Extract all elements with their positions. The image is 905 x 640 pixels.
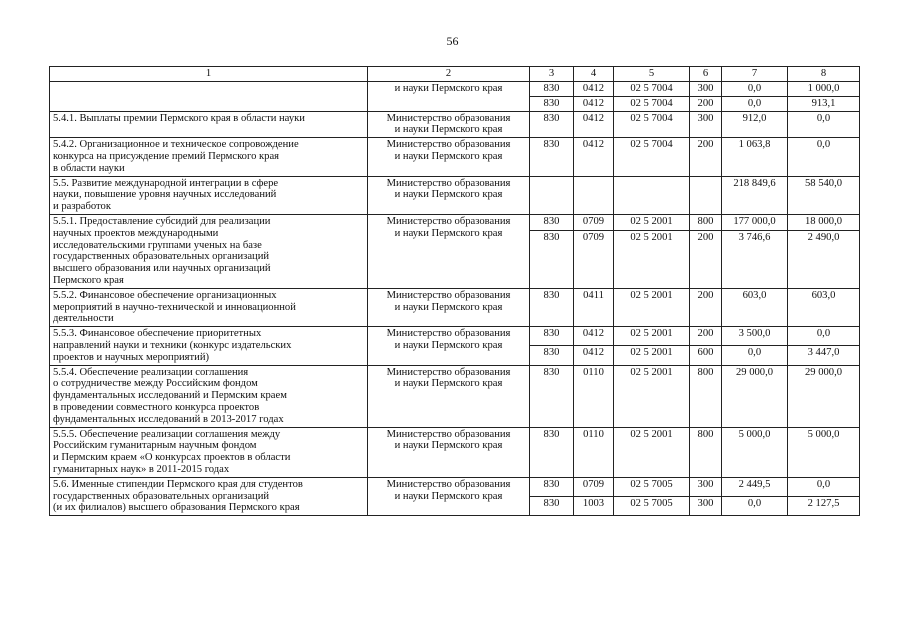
executor-cell (368, 365, 530, 427)
header-col-5: 5 (614, 67, 690, 82)
amount-col-7: 0,0 (722, 96, 788, 111)
executor-line: и науки Пермского края (394, 189, 503, 201)
executor-line: и науки Пермского края (394, 490, 503, 502)
table-row (50, 214, 860, 230)
table-row (50, 138, 860, 176)
name-line: Российским гуманитарным научным фондом (53, 440, 257, 452)
program-name-cell (50, 365, 368, 427)
gov-code: 830 (530, 346, 574, 365)
expense-type-code: 300 (690, 111, 722, 138)
section-code: 0709 (574, 230, 614, 288)
name-line: в области науки (53, 162, 125, 174)
executor-cell (368, 477, 530, 515)
amount-col-7: 3 500,0 (722, 327, 788, 346)
target-article-code: 02 5 2001 (614, 427, 690, 477)
executor-line: и науки Пермского края (394, 124, 503, 136)
name-line: 5.5. Развитие международной интеграции в сфере (53, 177, 279, 189)
gov-code: 830 (530, 427, 574, 477)
gov-code: 830 (530, 82, 574, 97)
target-article-code: 02 5 2001 (614, 365, 690, 427)
section-code (574, 176, 614, 214)
header-col-6: 6 (690, 67, 722, 82)
expense-type-code (690, 176, 722, 214)
amount-col-7: 0,0 (722, 346, 788, 365)
amount-col-7: 912,0 (722, 111, 788, 138)
expense-type-code: 300 (690, 477, 722, 496)
target-article-code: 02 5 2001 (614, 214, 690, 230)
amount-col-7: 1 063,8 (722, 138, 788, 176)
amount-col-7: 3 746,6 (722, 230, 788, 288)
name-line: 5.5.2. Финансовое обеспечение организационных (53, 289, 277, 301)
target-article-code: 02 5 7005 (614, 496, 690, 515)
executor-cell (368, 214, 530, 288)
target-article-code: 02 5 2001 (614, 230, 690, 288)
target-article-code: 02 5 7005 (614, 477, 690, 496)
expense-type-code: 800 (690, 365, 722, 427)
executor-cell (368, 111, 530, 138)
name-line: 5.5.3. Финансовое обеспечение приоритетных (53, 328, 262, 340)
target-article-code: 02 5 7004 (614, 138, 690, 176)
target-article-code: 02 5 7004 (614, 82, 690, 97)
name-line: конкурса на присуждение премий Пермского края (53, 150, 280, 162)
name-line: деятельности (53, 313, 114, 325)
gov-code: 830 (530, 96, 574, 111)
header-col-7: 7 (722, 67, 788, 82)
name-line: и Пермским краем «О конкурсах проектов в области (53, 452, 291, 464)
expense-type-code: 800 (690, 427, 722, 477)
name-line: 5.4.1. Выплаты премии Пермского края в области науки (53, 112, 305, 124)
amount-col-8: 0,0 (788, 111, 860, 138)
expense-type-code: 200 (690, 288, 722, 326)
target-article-code: 02 5 7004 (614, 96, 690, 111)
amount-col-7: 0,0 (722, 496, 788, 515)
executor-line: и науки Пермского края (394, 440, 503, 452)
program-name-cell (50, 111, 368, 138)
section-code: 0412 (574, 346, 614, 365)
name-line: о сотрудничестве между Российским фондом (53, 378, 258, 390)
amount-col-8: 58 540,0 (788, 176, 860, 214)
amount-col-8: 0,0 (788, 138, 860, 176)
gov-code: 830 (530, 496, 574, 515)
amount-col-8: 0,0 (788, 477, 860, 496)
name-line: мероприятий в научно-технической и инновационной (53, 301, 296, 313)
budget-table (49, 66, 860, 516)
name-line: научных проектов международными (53, 227, 219, 239)
amount-col-7: 2 449,5 (722, 477, 788, 496)
amount-col-8: 3 447,0 (788, 346, 860, 365)
name-line: 5.5.1. Предоставление субсидий для реализации (53, 215, 271, 227)
executor-line: и науки Пермского края (394, 227, 503, 239)
table-row (50, 477, 860, 496)
amount-col-8: 2 127,5 (788, 496, 860, 515)
program-name-cell (50, 176, 368, 214)
program-name-cell (50, 477, 368, 515)
name-line: государственных образовательных организаций (53, 490, 270, 502)
executor-line: и науки Пермского края (394, 301, 503, 313)
executor-line: Министерство образования (386, 478, 511, 490)
section-code: 0412 (574, 111, 614, 138)
page-number: 56 (446, 34, 459, 48)
target-article-code: 02 5 2001 (614, 327, 690, 346)
program-name-cell (50, 288, 368, 326)
amount-col-8: 5 000,0 (788, 427, 860, 477)
gov-code: 830 (530, 230, 574, 288)
name-line: 5.5.5. Обеспечение реализации соглашения между (53, 428, 281, 440)
target-article-code: 02 5 2001 (614, 288, 690, 326)
executor-line: Министерство образования (386, 289, 511, 301)
table-row (50, 288, 860, 326)
name-line: и разработок (53, 201, 111, 213)
name-line: проектов и научных мероприятий) (53, 351, 210, 363)
name-line: в проведении совместного конкурса проектов (53, 401, 260, 413)
executor-line: Министерство образования (386, 328, 511, 340)
amount-col-7: 603,0 (722, 288, 788, 326)
executor-cell (368, 176, 530, 214)
amount-col-7: 29 000,0 (722, 365, 788, 427)
executor-cell (368, 427, 530, 477)
expense-type-code: 300 (690, 82, 722, 97)
table-row (50, 176, 860, 214)
amount-col-8: 913,1 (788, 96, 860, 111)
executor-cell (368, 138, 530, 176)
expense-type-code: 300 (690, 496, 722, 515)
gov-code: 830 (530, 477, 574, 496)
executor-line: Министерство образования (386, 139, 511, 151)
executor-cell: и науки Пермского края (368, 82, 530, 112)
expense-type-code: 200 (690, 138, 722, 176)
table-row (50, 427, 860, 477)
expense-type-code: 600 (690, 346, 722, 365)
executor-line: Министерство образования (386, 177, 511, 189)
section-code: 0709 (574, 477, 614, 496)
name-line: фундаментальных исследований и Пермским краем (53, 390, 287, 402)
section-code: 1003 (574, 496, 614, 515)
gov-code: 830 (530, 288, 574, 326)
executor-line: и науки Пермского края (394, 378, 503, 390)
gov-code (530, 176, 574, 214)
program-name-cell (50, 427, 368, 477)
target-article-code: 02 5 2001 (614, 346, 690, 365)
expense-type-code: 800 (690, 214, 722, 230)
section-code: 0412 (574, 327, 614, 346)
header-col-4: 4 (574, 67, 614, 82)
executor-line: и науки Пермского края (394, 339, 503, 351)
section-code: 0412 (574, 82, 614, 97)
executor-line: Министерство образования (386, 112, 511, 124)
section-code: 0411 (574, 288, 614, 326)
gov-code: 830 (530, 327, 574, 346)
header-col-8: 8 (788, 67, 860, 82)
gov-code: 830 (530, 214, 574, 230)
executor-line: Министерство образования (386, 366, 511, 378)
header-col-1: 1 (50, 67, 368, 82)
amount-col-7: 218 849,6 (722, 176, 788, 214)
table-row (50, 111, 860, 138)
table-header-row (50, 67, 860, 82)
header-col-3: 3 (530, 67, 574, 82)
name-line: (и их филиалов) высшего образования Пермского края (53, 502, 300, 514)
expense-type-code: 200 (690, 230, 722, 288)
gov-code: 830 (530, 365, 574, 427)
amount-col-7: 0,0 (722, 82, 788, 97)
program-name-cell (50, 82, 368, 112)
section-code: 0110 (574, 427, 614, 477)
table-row (50, 82, 860, 97)
gov-code: 830 (530, 111, 574, 138)
name-line: гуманитарных наук» в 2011-2015 годах (53, 463, 230, 475)
table-row (50, 365, 860, 427)
name-line: науки, повышение уровня научных исследований (53, 189, 277, 201)
name-line: 5.6. Именные стипендии Пермского края для студентов (53, 478, 303, 490)
executor-line: и науки Пермского края (394, 150, 503, 162)
amount-col-8: 2 490,0 (788, 230, 860, 288)
amount-col-8: 603,0 (788, 288, 860, 326)
executor-cell (368, 288, 530, 326)
table-row (50, 327, 860, 346)
target-article-code (614, 176, 690, 214)
name-line: исследовательскими группами ученых на базе (53, 239, 262, 251)
name-line: фундаментальных исследований в 2013-2017 годах (53, 413, 284, 425)
amount-col-7: 5 000,0 (722, 427, 788, 477)
gov-code: 830 (530, 138, 574, 176)
program-name-cell (50, 138, 368, 176)
name-line: высшего образования или научных организаций (53, 263, 271, 275)
header-col-2: 2 (368, 67, 530, 82)
amount-col-8: 29 000,0 (788, 365, 860, 427)
executor-cell (368, 327, 530, 365)
name-line: государственных образовательных организаций (53, 251, 270, 263)
target-article-code: 02 5 7004 (614, 111, 690, 138)
amount-col-8: 18 000,0 (788, 214, 860, 230)
expense-type-code: 200 (690, 327, 722, 346)
program-name-cell (50, 327, 368, 365)
program-name-cell (50, 214, 368, 288)
name-line: 5.4.2. Организационное и техническое сопровождение (53, 139, 299, 151)
name-line: 5.5.4. Обеспечение реализации соглашения (53, 366, 249, 378)
name-line: Пермского края (53, 274, 124, 286)
section-code: 0412 (574, 96, 614, 111)
executor-line: Министерство образования (386, 428, 511, 440)
expense-type-code: 200 (690, 96, 722, 111)
amount-col-8: 1 000,0 (788, 82, 860, 97)
executor-line: Министерство образования (386, 215, 511, 227)
section-code: 0110 (574, 365, 614, 427)
amount-col-7: 177 000,0 (722, 214, 788, 230)
section-code: 0412 (574, 138, 614, 176)
name-line: направлений науки и техники (конкурс издательских (53, 339, 292, 351)
section-code: 0709 (574, 214, 614, 230)
amount-col-8: 0,0 (788, 327, 860, 346)
